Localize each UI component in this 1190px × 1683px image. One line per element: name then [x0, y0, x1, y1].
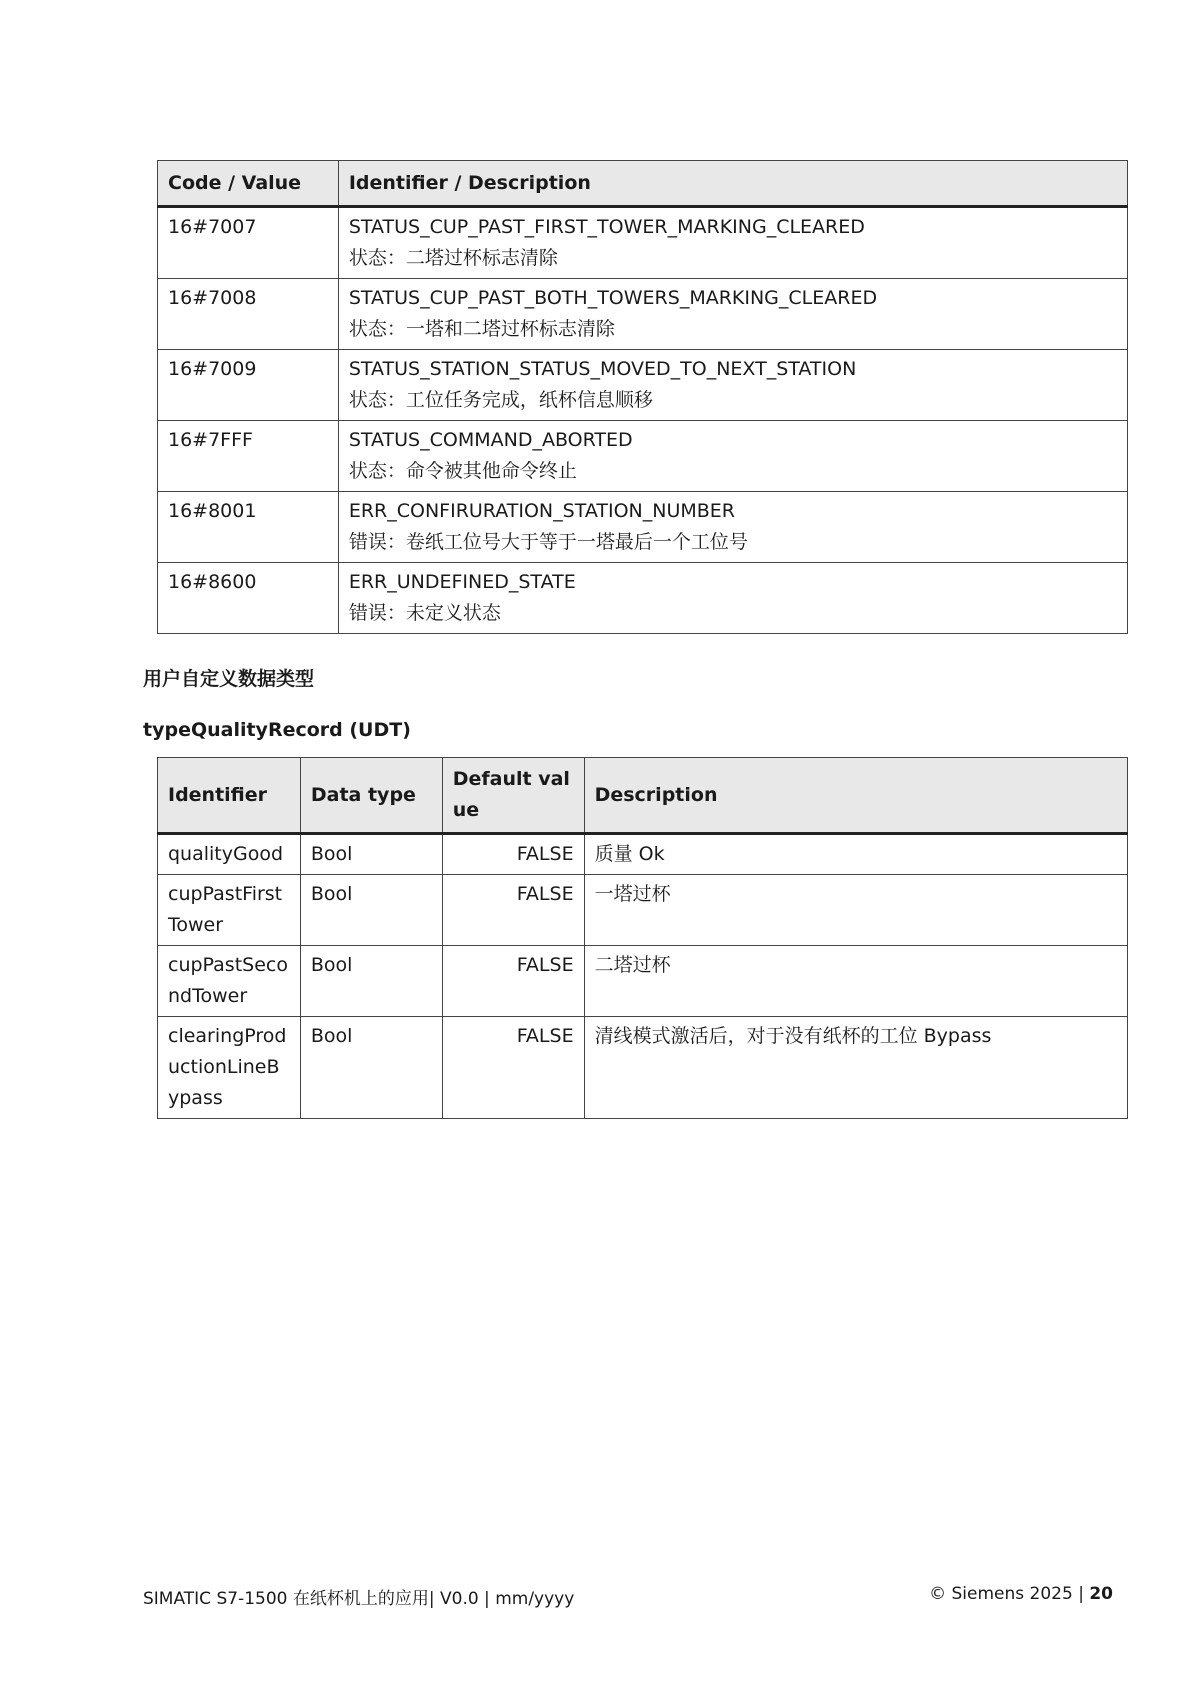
table-header-row	[158, 758, 1128, 834]
table-header-row	[158, 161, 1128, 207]
identifier-cell: cupPastSecondTower	[158, 946, 301, 1017]
udt-table	[157, 757, 1128, 1119]
identifier-description-cell	[338, 492, 1127, 563]
default-value-cell: FALSE	[442, 1017, 584, 1119]
code-cell: 16#8001	[158, 492, 339, 563]
table-row	[158, 492, 1128, 563]
identifier-text: STATUS_CUP_PAST_FIRST_TOWER_MARKING_CLEARED	[348, 216, 865, 238]
description-text: 错误：卷纸工位号大于等于一塔最后一个工位号	[348, 531, 748, 553]
description-cell: 二塔过杯	[584, 946, 1127, 1017]
description-text: 状态：二塔过杯标志清除	[348, 247, 558, 269]
identifier-description-cell	[338, 207, 1127, 279]
column-header-data-type: Data type	[300, 758, 442, 834]
description-cell: 清线模式激活后，对于没有纸杯的工位 Bypass	[584, 1017, 1127, 1119]
status-code-table	[157, 160, 1128, 634]
table-row	[158, 421, 1128, 492]
data-type-cell: Bool	[300, 834, 442, 875]
footer-document-title: SIMATIC S7-1500 在纸杯机上的应用| V0.0 | mm/yyyy	[143, 1589, 575, 1609]
description-cell: 质量 Ok	[584, 834, 1127, 875]
identifier-text: ERR_UNDEFINED_STATE	[348, 571, 576, 593]
section-heading: 用户自定义数据类型	[143, 668, 315, 690]
identifier-description-cell	[338, 279, 1127, 350]
column-header-identifier: Identifier / Description	[338, 161, 1127, 207]
code-cell: 16#7008	[158, 279, 339, 350]
identifier-text: STATUS_CUP_PAST_BOTH_TOWERS_MARKING_CLEARED	[348, 287, 878, 309]
table-row	[158, 207, 1128, 279]
copyright-text: © Siemens 2025 |	[929, 1584, 1090, 1604]
table-row	[158, 834, 1128, 875]
table-row	[158, 350, 1128, 421]
description-text: 状态：一塔和二塔过杯标志清除	[348, 318, 615, 340]
identifier-description-cell	[338, 350, 1127, 421]
code-cell: 16#7FFF	[158, 421, 339, 492]
identifier-cell: clearingProductionLineBypass	[158, 1017, 301, 1119]
identifier-description-cell	[338, 421, 1127, 492]
default-value-cell: FALSE	[442, 875, 584, 946]
identifier-text: STATUS_STATION_STATUS_MOVED_TO_NEXT_STATION	[348, 358, 857, 380]
data-type-cell: Bool	[300, 875, 442, 946]
column-header-identifier: Identifier	[158, 758, 301, 834]
identifier-text: ERR_CONFIRURATION_STATION_NUMBER	[348, 500, 735, 522]
identifier-text: STATUS_COMMAND_ABORTED	[348, 429, 633, 451]
table-row	[158, 875, 1128, 946]
code-cell: 16#7009	[158, 350, 339, 421]
data-type-cell: Bool	[300, 946, 442, 1017]
default-value-cell: FALSE	[442, 946, 584, 1017]
table-row	[158, 946, 1128, 1017]
table-row	[158, 1017, 1128, 1119]
column-header-default-value: Default value	[442, 758, 584, 834]
description-cell: 一塔过杯	[584, 875, 1127, 946]
code-cell: 16#7007	[158, 207, 339, 279]
column-header-description: Description	[584, 758, 1127, 834]
column-header-code: Code / Value	[158, 161, 339, 207]
identifier-cell: qualityGood	[158, 834, 301, 875]
description-text: 错误：未定义状态	[348, 602, 501, 624]
udt-heading: typeQualityRecord (UDT)	[143, 719, 411, 741]
code-cell: 16#8600	[158, 563, 339, 634]
table-row	[158, 279, 1128, 350]
default-value-cell: FALSE	[442, 834, 584, 875]
table-row	[158, 563, 1128, 634]
description-text: 状态：命令被其他命令终止	[348, 460, 577, 482]
identifier-cell: cupPastFirstTower	[158, 875, 301, 946]
data-type-cell: Bool	[300, 1017, 442, 1119]
identifier-description-cell	[338, 563, 1127, 634]
page-number: 20	[1089, 1584, 1113, 1604]
description-text: 状态：工位任务完成，纸杯信息顺移	[348, 389, 653, 411]
footer-copyright	[929, 1584, 1113, 1604]
